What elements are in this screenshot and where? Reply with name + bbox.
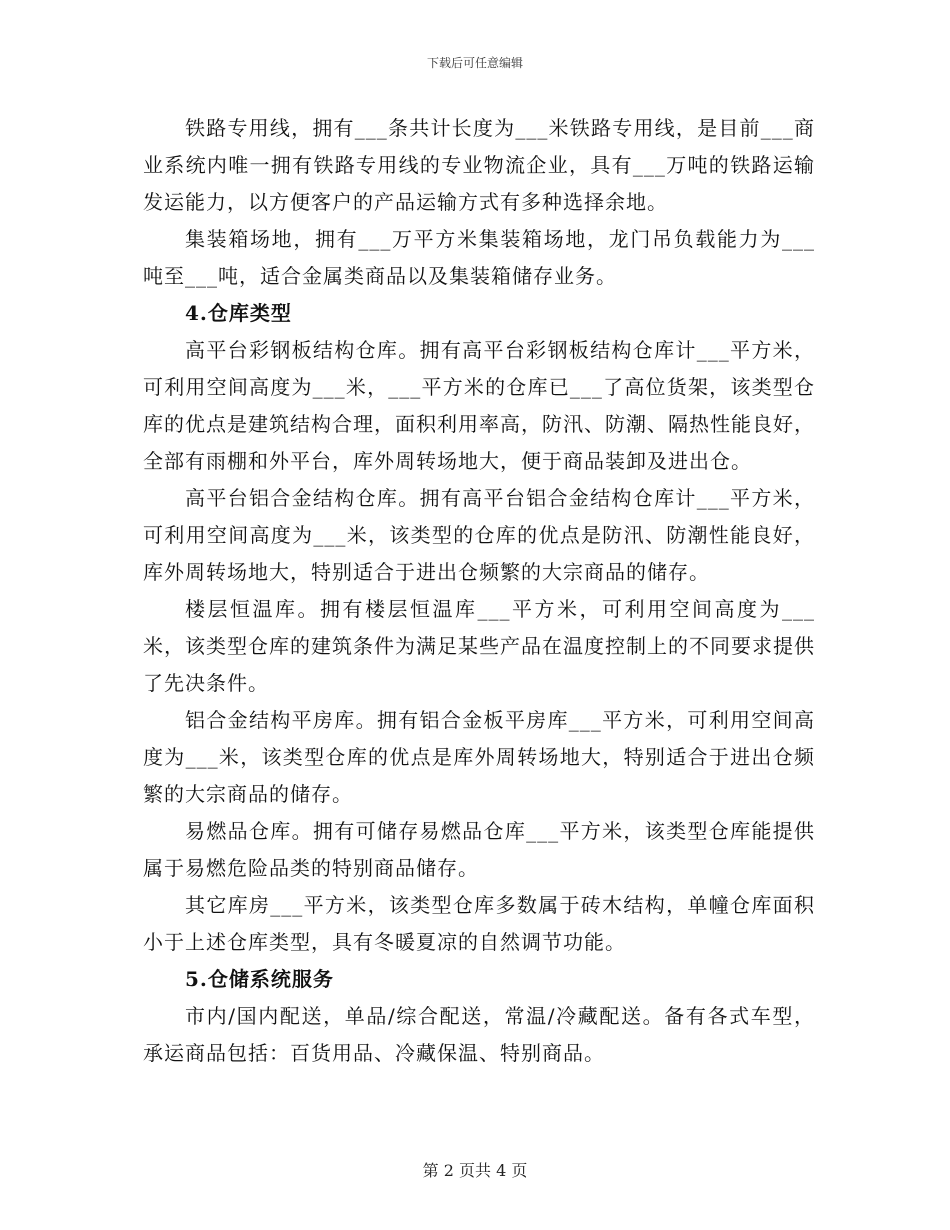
paragraph-railway: 铁路专用线，拥有___条共计长度为___米铁路专用线，是目前___商业系统内唯一拥有铁路专用线的专业物流企业，具有___万吨的铁路运输发运能力，以方便客户的产品运输方式有多种选择余地。 — [143, 116, 815, 214]
paragraph-steel-warehouse: 高平台彩钢板结构仓库。拥有高平台彩钢板结构仓库计___平方米，可利用空间高度为___米，___平方米的仓库已___了高位货架，该类型仓库的优点是建筑结构合理，面积利用率高，防汛、防潮、隔热性能良好，全部有雨棚和外平台，库外周转场地大，便于商品装卸及进出仓。 — [143, 338, 815, 473]
section-heading-warehouse-types: 4.仓库类型 — [185, 301, 292, 325]
section-heading-storage-services: 5.仓储系统服务 — [185, 967, 334, 991]
paragraph-container-yard: 集装箱场地，拥有___万平方米集装箱场地，龙门吊负载能力为___吨至___吨，适合金属类商品以及集装箱储存业务。 — [143, 227, 815, 288]
page-footer-number: 第 2 页共 4 页 — [422, 1161, 528, 1180]
paragraph-other-warehouse: 其它库房___平方米，该类型仓库多数属于砖木结构，单幢仓库面积小于上述仓库类型，具有冬暖夏凉的自然调节功能。 — [143, 893, 815, 954]
paragraph-flammable-warehouse: 易燃品仓库。拥有可储存易燃品仓库___平方米，该类型仓库能提供属于易燃危险品类的特别商品储存。 — [143, 819, 815, 880]
document-body — [143, 110, 815, 1072]
paragraph-constant-temp-warehouse: 楼层恒温库。拥有楼层恒温库___平方米，可利用空间高度为___米，该类型仓库的建筑条件为满足某些产品在温度控制上的不同要求提供了先决条件。 — [143, 597, 815, 695]
paragraph-aluminum-warehouse: 高平台铝合金结构仓库。拥有高平台铝合金结构仓库计___平方米，可利用空间高度为___米，该类型的仓库的优点是防汛、防潮性能良好，库外周转场地大，特别适合于进出仓频繁的大宗商品的储存。 — [143, 486, 815, 584]
page-header-note: 下载后可任意编辑 — [426, 56, 523, 70]
paragraph-delivery-services: 市内/国内配送，单品/综合配送，常温/冷藏配送。备有各式车型，承运商品包括：百货用品、冷藏保温、特别商品。 — [143, 1004, 815, 1065]
paragraph-aluminum-bungalow: 铝合金结构平房库。拥有铝合金板平房库___平方米，可利用空间高度为___米，该类型仓库的优点是库外周转场地大，特别适合于进出仓频繁的大宗商品的储存。 — [143, 708, 815, 806]
